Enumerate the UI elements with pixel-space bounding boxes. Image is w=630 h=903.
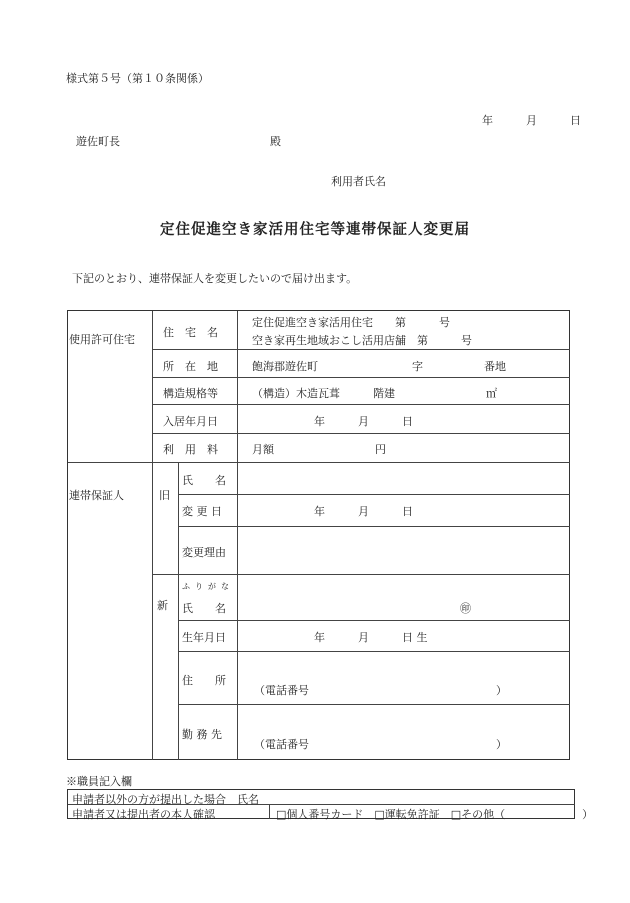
birth-date-label: 生年月日	[182, 631, 226, 644]
move-in-date-label: 入居年月日	[163, 415, 218, 428]
id-check-options: □個人番号カード □運転免許証 □その他（ ）	[276, 808, 594, 821]
old-change-date-label: 変 更 日	[182, 505, 222, 518]
usage-fee-yen: 円	[375, 443, 386, 456]
permit-section-label: 使用許可住宅	[69, 333, 135, 346]
main-form-table	[67, 310, 570, 760]
structure-label: 構造規格等	[163, 387, 218, 400]
furigana-label: ふりがな	[182, 582, 234, 591]
structure-area-unit: ㎡	[486, 387, 497, 400]
house-name-label: 住 宅 名	[163, 326, 218, 339]
address-label: 住 所	[182, 674, 226, 687]
guarantor-section-label: 連帯保証人	[69, 489, 124, 502]
location-value: 飽海郡遊佐町	[252, 360, 318, 373]
workplace-label: 勤 務 先	[182, 728, 222, 741]
seal-mark: ㊞	[460, 602, 471, 615]
staff-row-1-label: 申請者以外の方が提出した場合 氏名	[72, 793, 259, 806]
staff-section-heading: ※職員記入欄	[66, 775, 132, 788]
house-name-line-2: 空き家再生地域おこし活用店舗 第 号	[252, 334, 472, 347]
applicant-name-label: 利用者氏名	[331, 175, 386, 188]
structure-value: （構造）木造瓦葺 階建	[252, 387, 395, 400]
birth-date-value: 年 月 日 生	[314, 631, 428, 644]
usage-fee-monthly: 月額	[252, 443, 274, 456]
month-label: 月	[526, 114, 537, 127]
location-label: 所 在 地	[163, 360, 218, 373]
addressee: 遊佐町長	[76, 135, 120, 148]
document-title: 定住促進空き家活用住宅等連帯保証人変更届	[160, 221, 470, 238]
location-banchi: 番地	[484, 360, 506, 373]
old-change-date-value: 年 月 日	[314, 505, 413, 518]
workplace-phone: （電話番号 ）	[254, 738, 507, 751]
new-name-label: 氏 名	[182, 602, 226, 615]
intro-text: 下記のとおり、連帯保証人を変更したいので届け出ます。	[72, 272, 358, 285]
staff-table	[67, 789, 594, 821]
move-in-date-value: 年 月 日	[314, 415, 413, 428]
submission-date	[482, 112, 581, 128]
old-name-label: 氏 名	[182, 474, 226, 487]
usage-fee-label: 利 用 料	[163, 443, 218, 456]
old-guarantor-label: 旧	[159, 489, 170, 502]
location-aza: 字	[412, 360, 423, 373]
address-phone: （電話番号 ）	[254, 684, 507, 697]
old-change-reason-label: 変更理由	[182, 546, 226, 559]
form-id: 様式第５号（第１０条関係）	[66, 72, 209, 85]
new-guarantor-label: 新	[157, 599, 168, 612]
staff-row-2-label: 申請者又は提出者の本人確認	[72, 808, 215, 821]
year-label: 年	[482, 114, 493, 127]
house-name-line-1: 定住促進空き家活用住宅 第 号	[252, 316, 450, 329]
honorific: 殿	[270, 135, 281, 148]
day-label: 日	[570, 114, 581, 127]
